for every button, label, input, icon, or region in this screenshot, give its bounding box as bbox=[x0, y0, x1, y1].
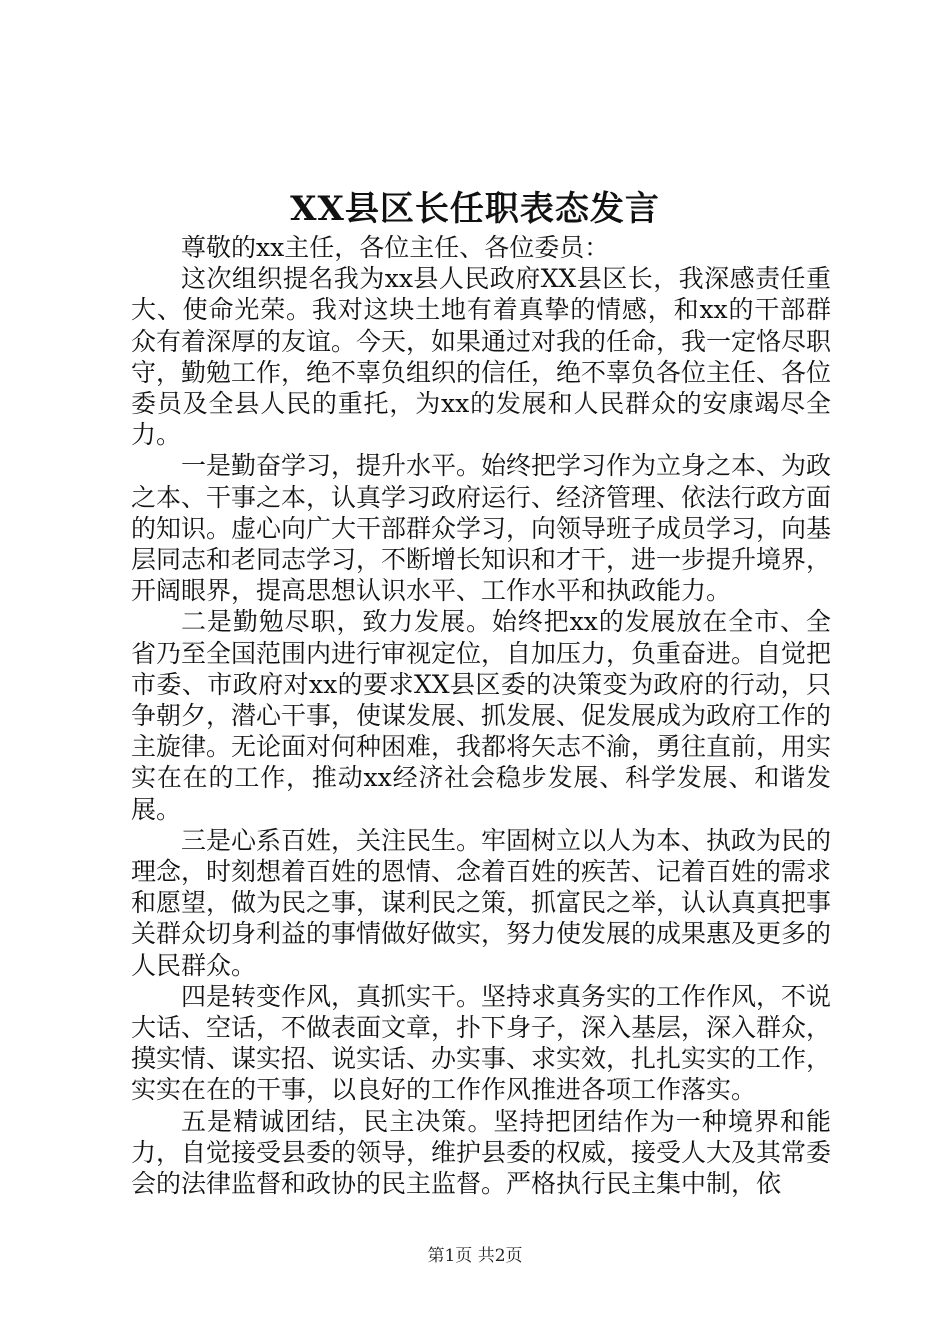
paragraph-intro: 这次组织提名我为xx县人民政府XX县区长，我深感责任重大、使命光荣。我对这块土地有着真挚的情感，和xx的干部群众有着深厚的友谊。今天，如果通过对我的任命，我一定恪尽职守，勤勉工作，绝不辜负组织的信任，绝不辜负各位主任、各位委员及全县人民的重托，为xx的发展和人民群众的安康竭尽全力。 bbox=[131, 264, 831, 450]
paragraph-point-1: 一是勤奋学习，提升水平。始终把学习作为立身之本、为政之本、干事之本，认真学习政府运行、经济管理、依法行政方面的知识。虚心向广大干部群众学习，向领导班子成员学习，向基层同志和老同志学习，不断增长知识和才干，进一步提升境界，开阔眼界，提高思想认识水平、工作水平和执政能力。 bbox=[131, 451, 831, 606]
salutation: 尊敬的xx主任，各位主任、各位委员： bbox=[181, 233, 610, 262]
document-title: XX县区长任职表态发言 bbox=[290, 189, 660, 229]
paragraph-point-5: 五是精诚团结，民主决策。坚持把团结作为一种境界和能力，自觉接受县委的领导，维护县委的权威，接受人大及其常委会的法律监督和政协的民主监督。严格执行民主集中制，依 bbox=[131, 1106, 831, 1199]
paragraph-point-3: 三是心系百姓，关注民生。牢固树立以人为本、执政为民的理念，时刻想着百姓的恩情、念着百姓的疾苦、记着百姓的需求和愿望，做为民之事，谋利民之策，抓富民之举，认认真真把事关群众切身利益的事情做好做实，努力使发展的成果惠及更多的人民群众。 bbox=[131, 825, 831, 980]
paragraph-point-2: 二是勤勉尽职，致力发展。始终把xx的发展放在全市、全省乃至全国范围内进行审视定位，自加压力，负重奋进。自觉把市委、市政府对xx的要求XX县区委的决策变为政府的行动，只争朝夕，潜心干事，使谋发展、抓发展、促发展成为政府工作的主旋律。无论面对何种困难，我都将矢志不渝，勇往直前，用实实在在的工作，推动xx经济社会稳步发展、科学发展、和谐发展。 bbox=[131, 607, 831, 824]
paragraph-point-4: 四是转变作风，真抓实干。坚持求真务实的工作作风，不说大话、空话，不做表面文章，扑下身子，深入基层，深入群众，摸实情、谋实招、说实话、办实事、求实效，扎扎实实的工作，实实在在的干事，以良好的工作作风推进各项工作落实。 bbox=[131, 981, 831, 1105]
page-number-footer: 第1页 共2页 bbox=[427, 1246, 523, 1266]
document-body bbox=[131, 232, 831, 1199]
